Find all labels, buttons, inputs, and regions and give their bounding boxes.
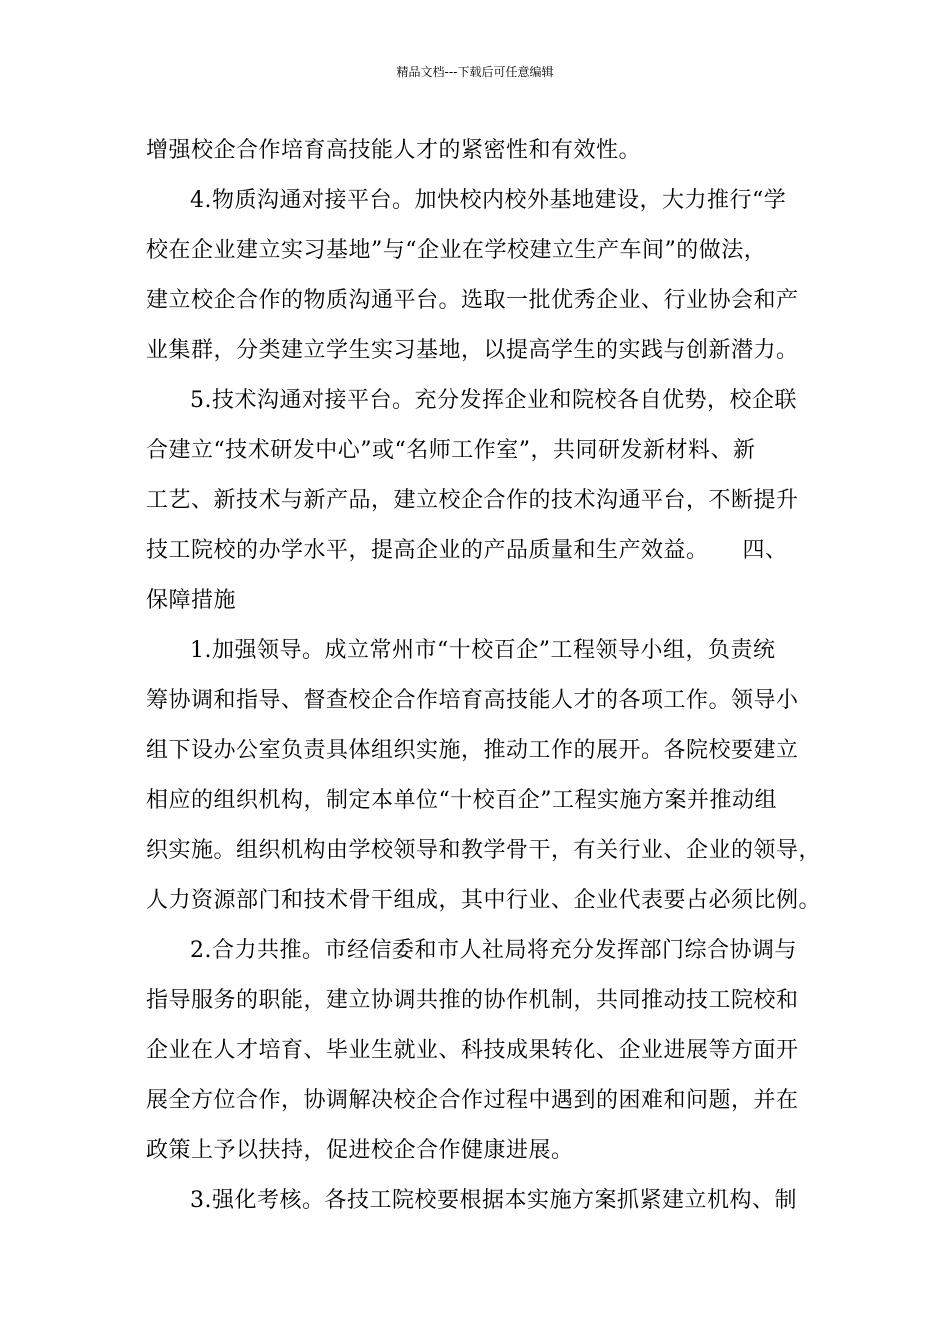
text-line: 组下设办公室负责具体组织实施，推动工作的展开。各院校要建立 xyxy=(146,738,799,763)
text-line: 校在企业建立实习基地”与“企业在学校建立生产车间”的做法， xyxy=(146,238,767,263)
document-body xyxy=(146,126,822,1226)
text-line: 1.加强领导。成立常州市“十校百企”工程领导小组，负责统 xyxy=(190,638,776,663)
text-line: 4.物质沟通对接平台。加快校内校外基地建设，大力推行“学 xyxy=(190,188,787,213)
text-line: 织实施。组织机构由学校领导和教学骨干，有关行业、企业的领导， xyxy=(146,838,822,863)
text-line: 指导服务的职能，建立协调共推的协作机制，共同推动技工院校和 xyxy=(146,988,799,1013)
text-line: 3.强化考核。各技工院校要根据本实施方案抓紧建立机构、制 xyxy=(190,1188,797,1213)
text-line: 展全方位合作，协调解决校企合作过程中遇到的困难和问题，并在 xyxy=(146,1088,799,1113)
text-line: 业集群，分类建立学生实习基地，以提高学生的实践与创新潜力。 xyxy=(146,338,799,363)
text-line: 5.技术沟通对接平台。充分发挥企业和院校各自优势，校企联 xyxy=(190,388,797,413)
section-heading: 保障措施 xyxy=(146,588,237,613)
text-line: 建立校企合作的物质沟通平台。选取一批优秀企业、行业协会和产 xyxy=(146,288,799,313)
text-line: 相应的组织机构，制定本单位“十校百企”工程实施方案并推动组 xyxy=(146,788,777,813)
page-header: 精品文档---下载后可任意编辑 xyxy=(396,65,554,79)
text-line: 人力资源部门和技术骨干组成，其中行业、企业代表要占必须比例。 xyxy=(146,888,822,913)
text-line: 合建立“技术研发中心”或“名师工作室”，共同研发新材料、新 xyxy=(146,438,756,463)
text-line: 企业在人才培育、毕业生就业、科技成果转化、企业进展等方面开 xyxy=(146,1038,799,1063)
text-line: 技工院校的办学水平，提高企业的产品质量和生产效益。 四、 xyxy=(146,538,788,563)
text-line: 工艺、新技术与新产品，建立校企合作的技术沟通平台，不断提升 xyxy=(146,488,799,513)
text-line: 增强校企合作培育高技能人才的紧密性和有效性。 xyxy=(146,138,642,163)
text-line: 2.合力共推。市经信委和市人社局将充分发挥部门综合协调与 xyxy=(190,938,797,963)
text-line: 政策上予以扶持，促进校企合作健康进展。 xyxy=(146,1138,574,1163)
text-line: 筹协调和指导、督查校企合作培育高技能人才的各项工作。领导小 xyxy=(146,688,799,713)
